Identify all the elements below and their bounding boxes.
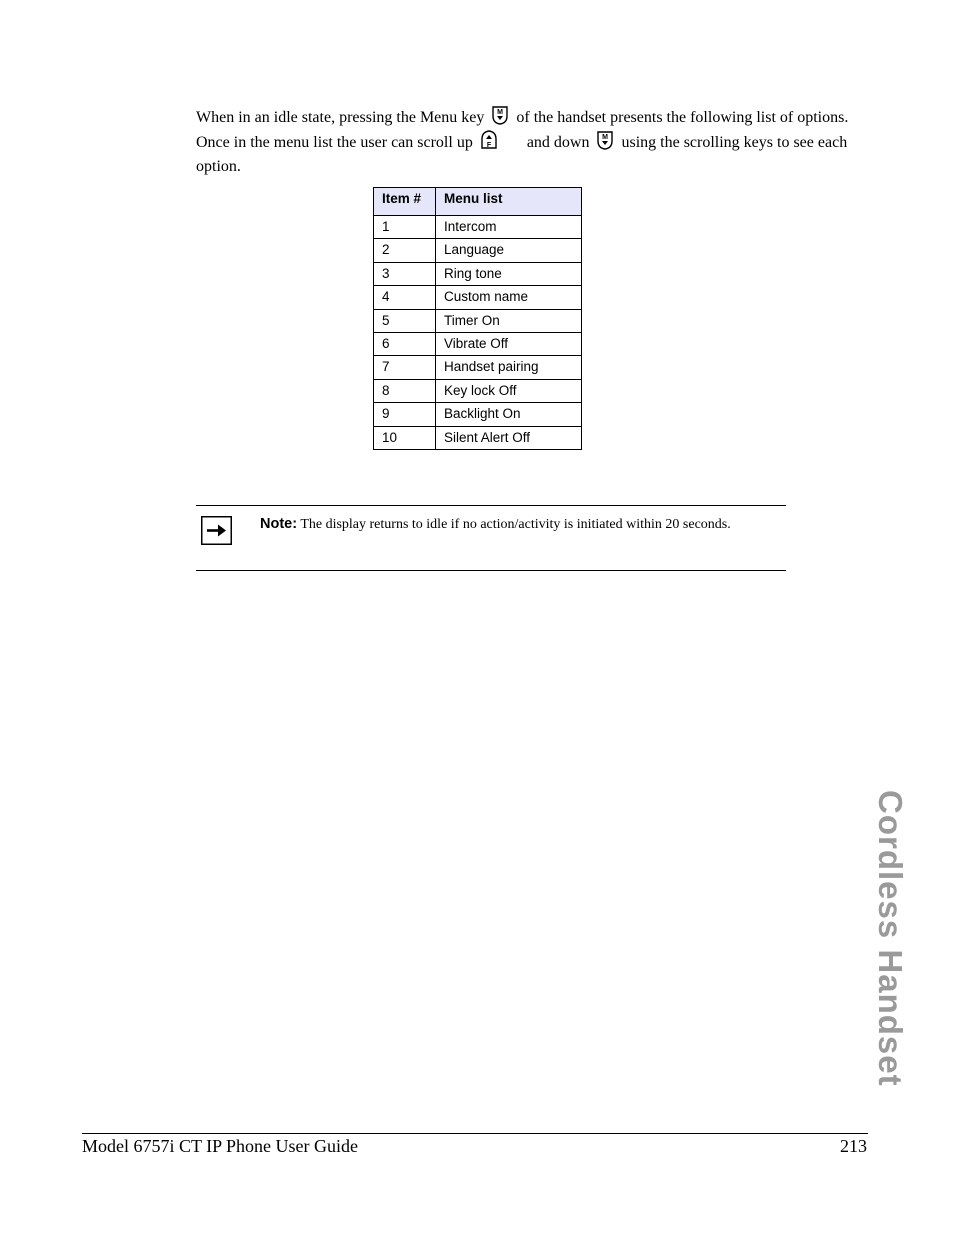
note-body: The display returns to idle if no action/activity is initiated within 20 seconds.: [300, 517, 731, 532]
table-row: [374, 309, 582, 332]
svg-text:F: F: [486, 142, 491, 149]
table-row: [374, 379, 582, 402]
item-number: 2: [374, 239, 436, 262]
menu-list-table: [373, 187, 582, 450]
menu-item-label: Timer On: [436, 309, 582, 332]
column-header-menu: Menu list: [436, 188, 582, 216]
menu-item-label: Silent Alert Off: [436, 426, 582, 449]
item-number: 3: [374, 262, 436, 285]
intro-text-1: When in an idle state, pressing the Menu key: [196, 109, 485, 126]
menu-item-label: Ring tone: [436, 262, 582, 285]
menu-item-label: Key lock Off: [436, 379, 582, 402]
menu-item-label: Custom name: [436, 286, 582, 309]
item-number: 5: [374, 309, 436, 332]
item-number: 4: [374, 286, 436, 309]
table-row: [374, 262, 582, 285]
note-text: [260, 514, 760, 535]
table-row: [374, 356, 582, 379]
item-number: 9: [374, 403, 436, 426]
intro-paragraph: [196, 105, 876, 179]
scroll-up-key-icon: [479, 130, 499, 150]
section-side-tab: Cordless Handset: [872, 790, 909, 1087]
table-row: [374, 426, 582, 449]
table-row: [374, 239, 582, 262]
footer-title: Model 6757i CT IP Phone User Guide: [82, 1136, 358, 1156]
svg-text:M: M: [497, 109, 504, 116]
item-number: 7: [374, 356, 436, 379]
column-header-item: Item #: [374, 188, 436, 216]
menu-item-label: Handset pairing: [436, 356, 582, 379]
menu-item-label: Language: [436, 239, 582, 262]
item-number: 10: [374, 426, 436, 449]
scroll-down-key-icon: [595, 130, 615, 150]
note-label: Note:: [260, 516, 298, 532]
item-number: 1: [374, 216, 436, 239]
page-number: 213: [840, 1136, 867, 1156]
intro-text-3: and down: [526, 134, 590, 151]
menu-item-label: Vibrate Off: [436, 332, 582, 355]
intro-text-2: of the handset presents the following list of options. Once in the menu list the user can scroll up: [196, 109, 849, 151]
table-row: [374, 216, 582, 239]
menu-down-key-icon: [490, 105, 510, 125]
item-number: 6: [374, 332, 436, 355]
table-row: [374, 286, 582, 309]
table-row: [374, 403, 582, 426]
menu-item-label: Backlight On: [436, 403, 582, 426]
note-box: [196, 505, 786, 571]
arrow-right-icon: [201, 516, 232, 545]
menu-item-label: Intercom: [436, 216, 582, 239]
table-row: [374, 332, 582, 355]
item-number: 8: [374, 379, 436, 402]
svg-text:M: M: [602, 134, 609, 141]
intro-text-4: using the scrolling keys to see each option.: [196, 134, 848, 175]
table-header-row: [374, 188, 582, 216]
